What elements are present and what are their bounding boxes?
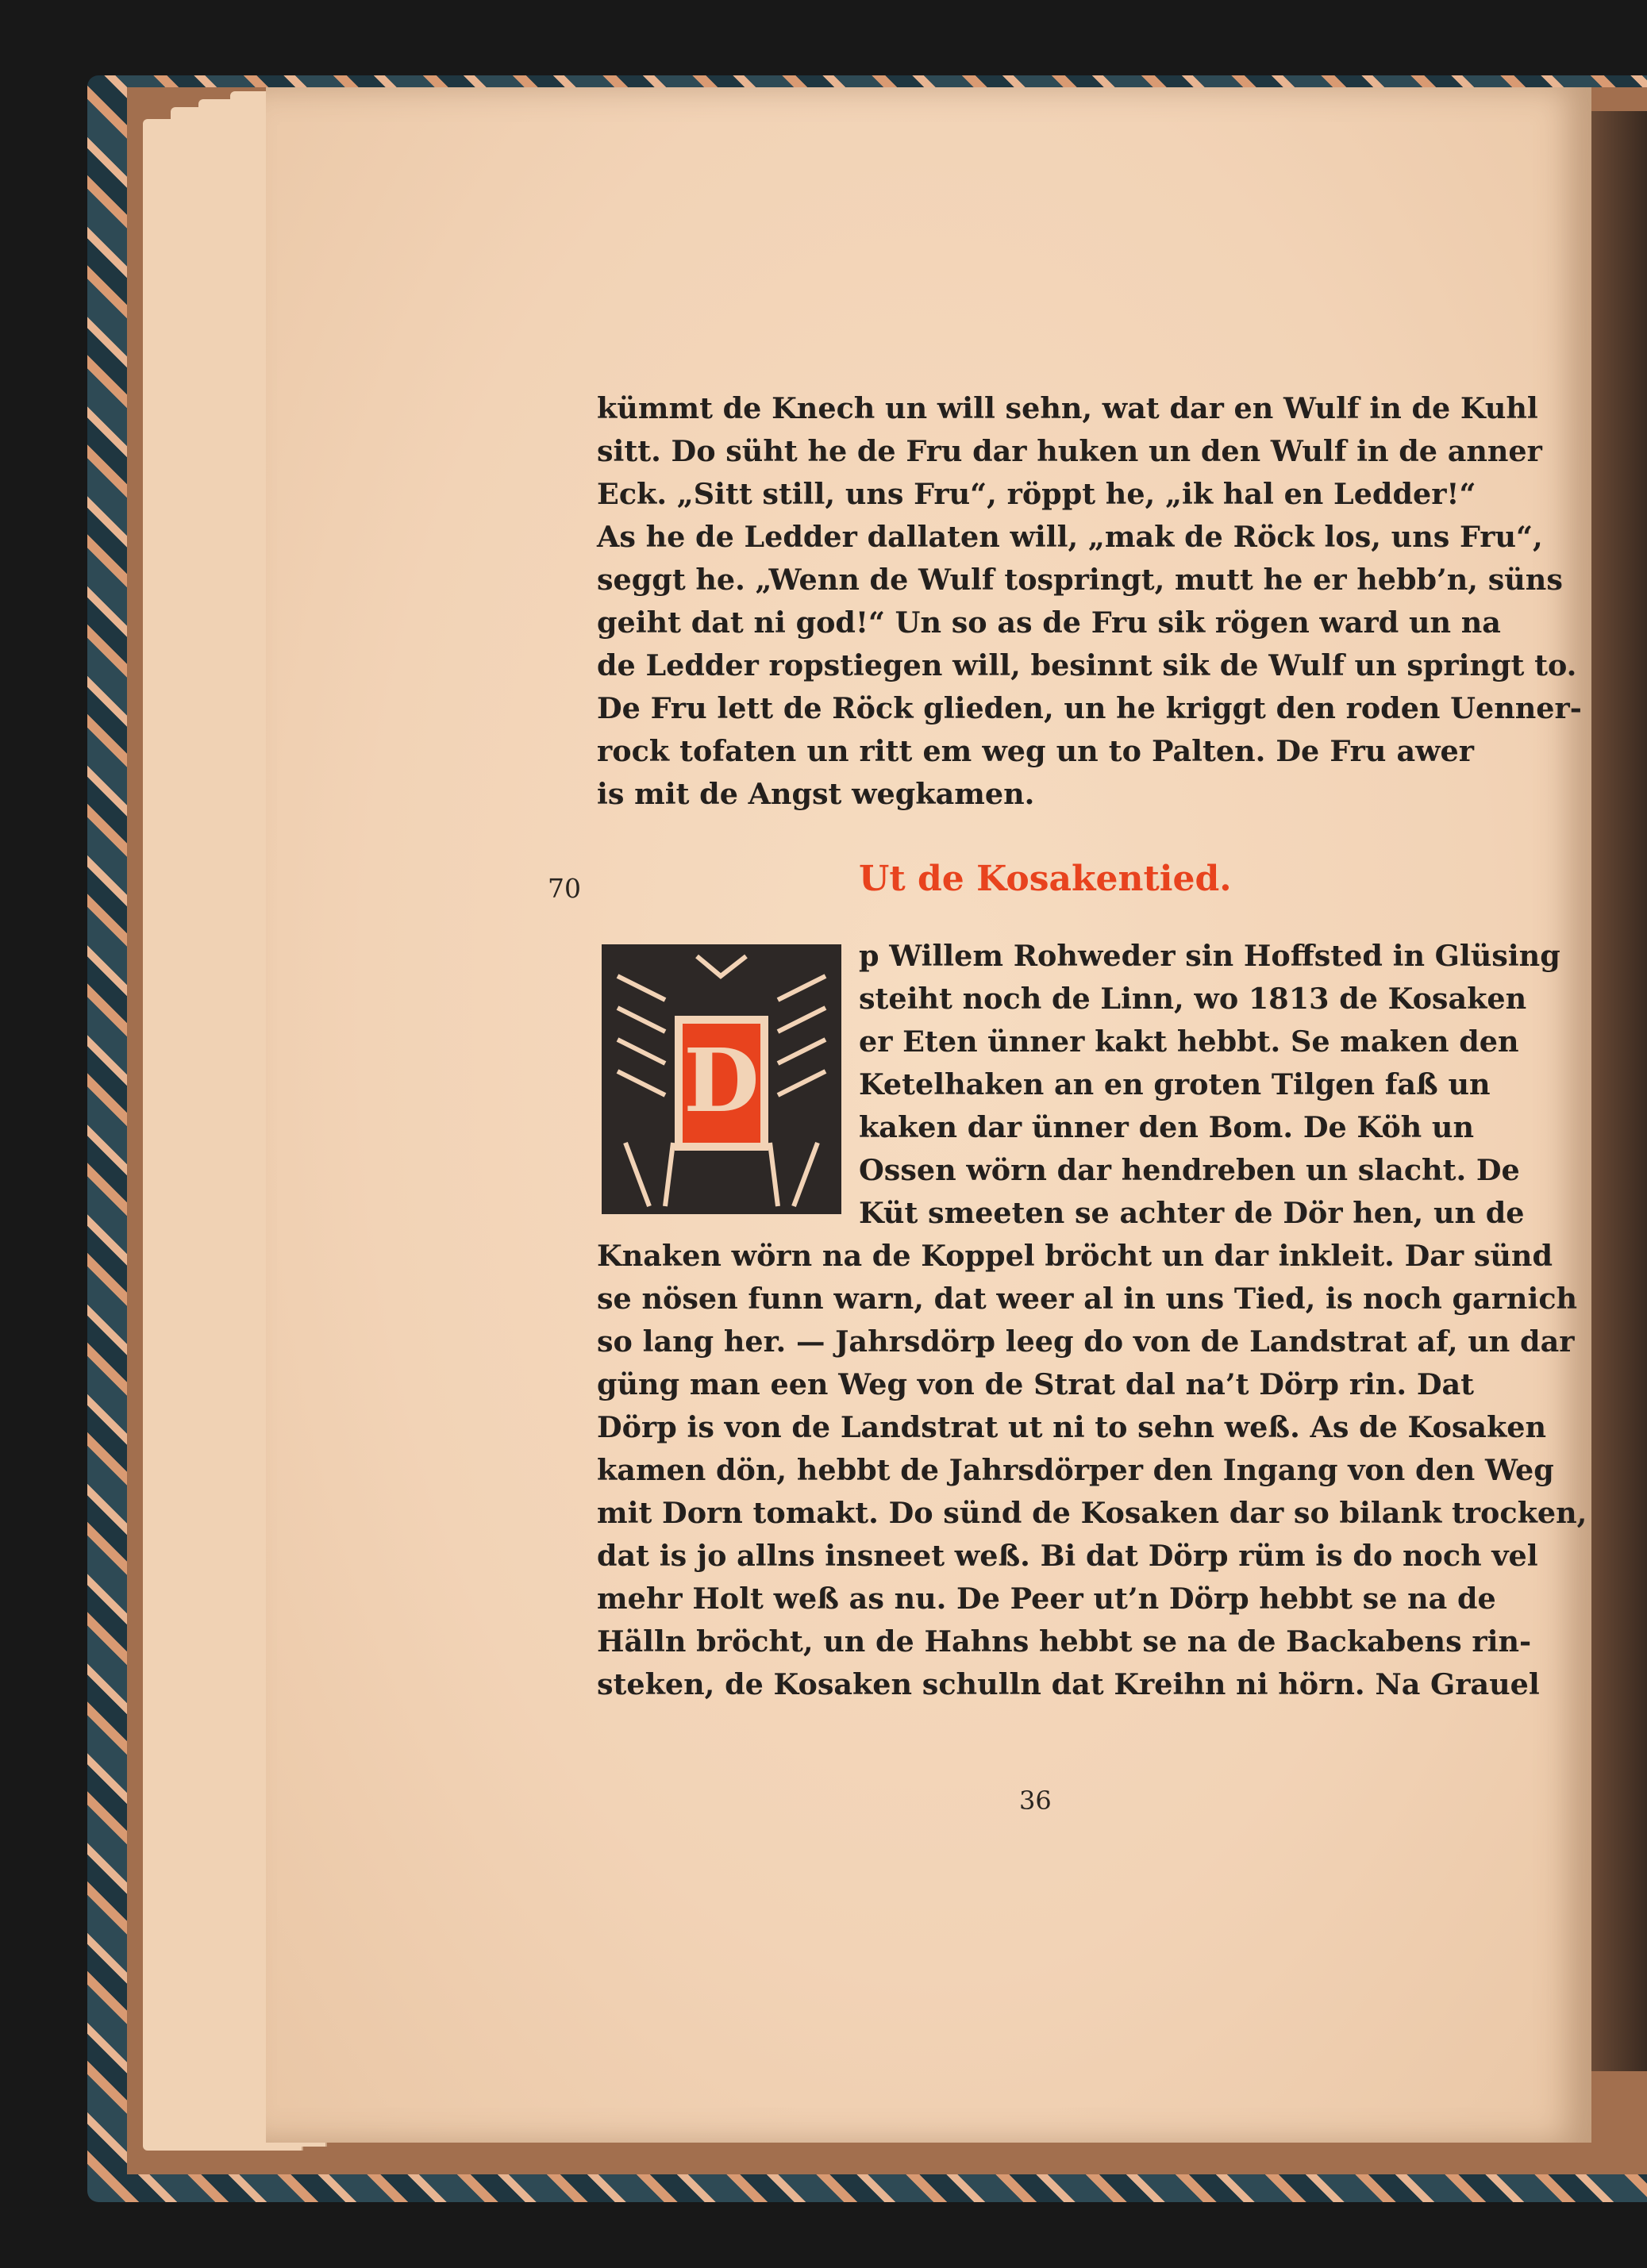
text-line: de Ledder ropstiegen will, besinnt sik de Wulf un springt to. [597, 648, 1577, 682]
text-line: mehr Holt weß as nu. De Peer ut’n Dörp hebbt se na de [597, 1582, 1496, 1616]
text-line: steiht noch de Linn, wo 1813 de Kosaken [859, 982, 1527, 1016]
text-line: steken, de Kosaken schulln dat Kreihn ni hörn. Na Grauel [597, 1667, 1540, 1701]
paragraph-top [597, 387, 1582, 816]
text-line: mit Dorn tomakt. Do sünd de Kosaken dar so bilank trocken, [597, 1496, 1587, 1530]
text-line: De Fru lett de Röck glieden, un he kriggt den roden Uenner- [597, 691, 1582, 725]
drop-cap-letter: D [683, 1029, 760, 1132]
chapter-title: Ut de Kosakentied. [859, 859, 1232, 899]
text-line: kümmt de Knech un will sehn, wat dar en Wulf in de Kuhl [597, 391, 1538, 425]
text-line: kamen dön, hebbt de Jahrsdörper den Ingang von den Weg [597, 1453, 1554, 1487]
text-line: kaken dar ünner den Bom. De Köh un [859, 1110, 1474, 1144]
margin-number: 70 [548, 873, 581, 904]
text-line: Dörp is von de Landstrat ut ni to sehn weß. As de Kosaken [597, 1410, 1547, 1444]
text-line: dat is jo allns insneet weß. Bi dat Dörp rüm is do noch vel [597, 1539, 1538, 1573]
text-line: Eck. „Sitt still, uns Fru“, röppt he, „ik hal en Ledder!“ [597, 477, 1476, 511]
text-line: is mit de Angst wegkamen. [597, 777, 1035, 811]
text-line: er Eten ünner kakt hebbt. Se maken den [859, 1024, 1519, 1059]
text-line: seggt he. „Wenn de Wulf tospringt, mutt he er hebb’n, süns [597, 563, 1563, 597]
text-line: Ketelhaken an en groten Tilgen faß un [859, 1067, 1491, 1101]
text-line: geiht dat ni god!“ Un so as de Fru sik rögen ward un na [597, 605, 1501, 640]
text-line: Küt smeeten se achter de Dör hen, un de [859, 1196, 1525, 1230]
text-line: se nösen funn warn, dat weer al in uns Tied, is noch garnich [597, 1282, 1578, 1316]
text-line: so lang her. — Jahrsdörp leeg do von de Landstrat af, un dar [597, 1324, 1575, 1359]
paragraph-chapter [597, 935, 1587, 1706]
gutter [1591, 111, 1647, 2071]
text-line: Knaken wörn na de Koppel bröcht un dar inkleit. Dar sünd [597, 1239, 1553, 1273]
text-line: p Willem Rohweder sin Hoffsted in Glüsing [859, 939, 1560, 973]
text-line: güng man een Weg von de Strat dal na’t Dörp rin. Dat [597, 1367, 1474, 1401]
text-line: As he de Ledder dallaten will, „mak de Röck los, uns Fru“, [597, 520, 1543, 554]
text-line: sitt. Do süht he de Fru dar huken un den Wulf in de anner [597, 434, 1542, 468]
text-line: rock tofaten un ritt em weg un to Palten. De Fru awer [597, 734, 1474, 768]
page-number: 36 [1019, 1786, 1052, 1816]
text-line: Hälln bröcht, un de Hahns hebbt se na de Backabens rin- [597, 1624, 1532, 1659]
text-line: Ossen wörn dar hendreben un slacht. De [859, 1153, 1520, 1187]
